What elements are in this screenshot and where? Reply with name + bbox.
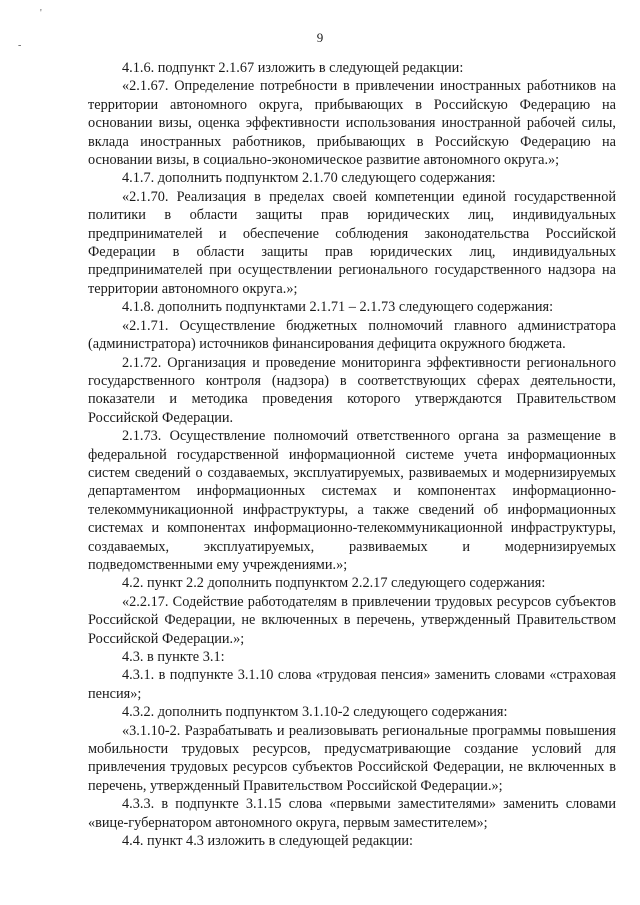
paragraph-4-2: 4.2. пункт 2.2 дополнить подпунктом 2.2.17 следующего содержания:: [122, 575, 546, 592]
corner-mark: ': [40, 8, 42, 19]
paragraph-4-1-6: 4.1.6. подпункт 2.1.67 изложить в следующей редакции:: [122, 60, 464, 76]
corner-mark: -: [18, 40, 22, 51]
paragraph-2-2-17: «2.2.17. Содействие работодателям в привлечении трудовых ресурсов субъектов Российской Федерации, не включенных в перечень, утвержденный Правительством Российской Федерации.»;: [88, 593, 616, 647]
paragraph-4-3-3: 4.3.3. в подпункте 3.1.15 слова «первыми заместителями» заменить словами «вице-губернатором автономного округа, первым заместителем»;: [88, 796, 616, 831]
page-number: 9: [316, 30, 324, 45]
paragraph-2-1-72: 2.1.72. Организация и проведение мониторинга эффективности регионального государственного контроля (надзора) в соответствующих сферах деятельности, показатели и методика проведения которого утверждаются Правительством Российской Федерации.: [88, 354, 616, 426]
paragraph-4-3: 4.3. в пункте 3.1:: [122, 649, 225, 665]
paragraph-4-1-8: 4.1.8. дополнить подпунктами 2.1.71 – 2.1.73 следующего содержания:: [122, 299, 554, 316]
paragraph-4-4: 4.4. пункт 4.3 изложить в следующей редакции:: [122, 833, 414, 850]
paragraph-4-3-2: 4.3.2. дополнить подпунктом 3.1.10-2 следующего содержания:: [122, 704, 508, 721]
paragraph-3-1-10-2: «3.1.10-2. Разрабатывать и реализовывать региональные программы повышения мобильности трудовых ресурсов, предусматривающие создание условий для привлечения трудовых ресурсов субъектов Российской Федерации, не включенных в перечень, утвержденный Правительством Российской Федерации.»;: [88, 722, 616, 794]
paragraph-2-1-67: «2.1.67. Определение потребности в привлечении иностранных работников на территории автономного округа, прибывающих в Российскую Федерацию на основании визы, оценка эффективности использования иностранной рабочей силы, вклада иностранных работников, прибывающих в Российскую Федерацию на основании визы, в социально-экономическое развитие автономного округа.»;: [88, 78, 616, 169]
document-body: [88, 59, 616, 850]
paragraph-2-1-73: 2.1.73. Осуществление полномочий ответственного органа за размещение в федеральной государственной информационной системе учета информационных систем сведений о создаваемых, эксплуатируемых, развиваемых и модернизируемых департаментом информационных системах и компонентах информационно-телекоммуникационной инфраструктуры, а также сведений об информационных системах и компонентах информационно-телекоммуникационной инфраструктуры, создаваемых, эксплуатируемых, развиваемых и модернизируемых подведомственными ему учреждениями.»;: [88, 428, 616, 573]
paragraph-2-1-71: «2.1.71. Осуществление бюджетных полномочий главного администратора (администратора) источников финансирования дефицита окружного бюджета.: [88, 317, 616, 353]
paragraph-4-3-1: 4.3.1. в подпункте 3.1.10 слова «трудовая пенсия» заменить словами «страховая пенсия»;: [88, 667, 616, 702]
paragraph-2-1-70: «2.1.70. Реализация в пределах своей компетенции единой государственной политики в области защиты прав юридических лиц, индивидуальных предпринимателей и обеспечение соблюдения законодательства Российской Федерации в области защиты прав юридических лиц, индивидуальных предпринимателей при осуществлении регионального государственного надзора на территории автономного округа.»;: [88, 188, 616, 297]
paragraph-4-1-7: 4.1.7. дополнить подпунктом 2.1.70 следующего содержания:: [122, 170, 496, 187]
